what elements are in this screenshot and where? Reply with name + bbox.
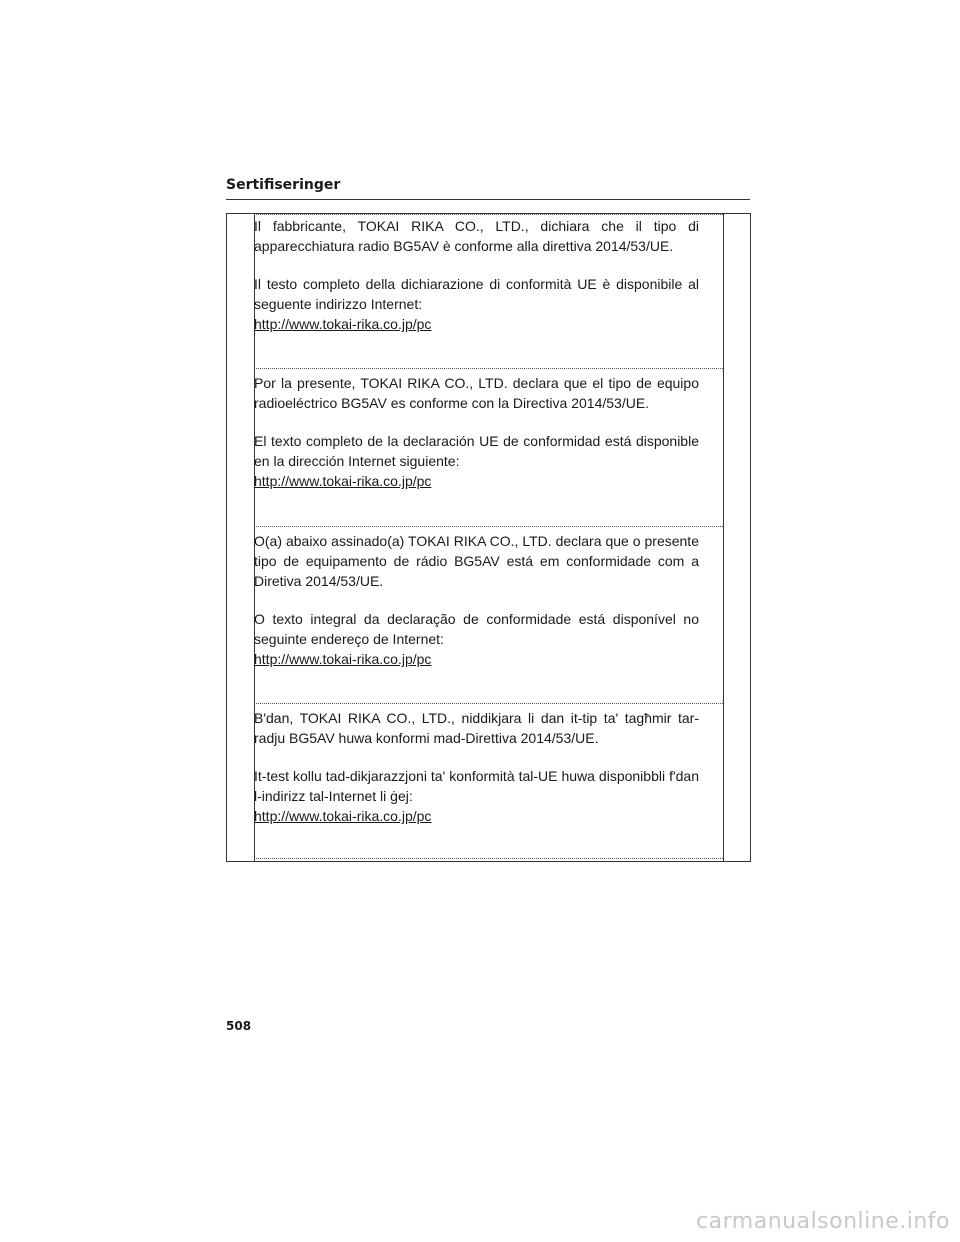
declaration-link[interactable]: http://www.tokai-rika.co.jp/pc [254, 808, 432, 824]
availability-text: El texto completo de la declaración UE de conformidad está disponible en la dirección Internet siguiente: [254, 433, 699, 469]
declaration-text: Il fabbricante, TOKAI RIKA CO., LTD., dichiara che il tipo di apparecchiatura radio BG5AV è conforme alla direttiva 2014/53/UE. [254, 218, 699, 254]
declaration-link[interactable]: http://www.tokai-rika.co.jp/pc [254, 473, 432, 489]
availability-text: Il testo completo della dichiarazione di conformità UE è disponibile al seguente indirizzo Internet: [254, 276, 699, 312]
section-title: Sertifiseringer [226, 177, 341, 193]
declaration-text: O(a) abaixo assinado(a) TOKAI RIKA CO., LTD. declara que o presente tipo de equipamento de rádio BG5AV está em conformidade com a Diretiva 2014/53/UE. [254, 533, 699, 589]
declaration-text: B'dan, TOKAI RIKA CO., LTD., niddikjara li dan it-tip ta' tagħmir tar-radju BG5AV huwa konformi mad-Direttiva 2014/53/UE. [254, 710, 699, 746]
availability-text: O texto integral da declaração de conformidade está disponível no seguinte endereço de Internet: [254, 611, 699, 647]
declaration-text: Por la presente, TOKAI RIKA CO., LTD. declara que el tipo de equipo radioeléctrico BG5AV es conforme con la Directiva 2014/53/UE. [254, 375, 699, 411]
block-separator [254, 858, 723, 859]
declaration-block-mt [254, 708, 699, 826]
page-number: 508 [226, 1019, 252, 1033]
block-separator [254, 526, 723, 527]
declaration-block-pt [254, 531, 699, 669]
title-rule [226, 199, 750, 200]
availability-text: It-test kollu tad-dikjarazzjoni ta' konformità tal-UE huwa disponibbli f'dan l-indirizz tal-Internet li ġej: [254, 768, 699, 804]
watermark: carmanualsonline.info [696, 1209, 950, 1234]
frame-right-column-line [723, 214, 724, 861]
declaration-link[interactable]: http://www.tokai-rika.co.jp/pc [254, 651, 432, 667]
declaration-block-es [254, 373, 699, 491]
declaration-block-it [254, 216, 699, 334]
frame-top-dotted-line [254, 214, 723, 215]
block-separator [254, 703, 723, 704]
declaration-link[interactable]: http://www.tokai-rika.co.jp/pc [254, 316, 432, 332]
block-separator [254, 368, 723, 369]
